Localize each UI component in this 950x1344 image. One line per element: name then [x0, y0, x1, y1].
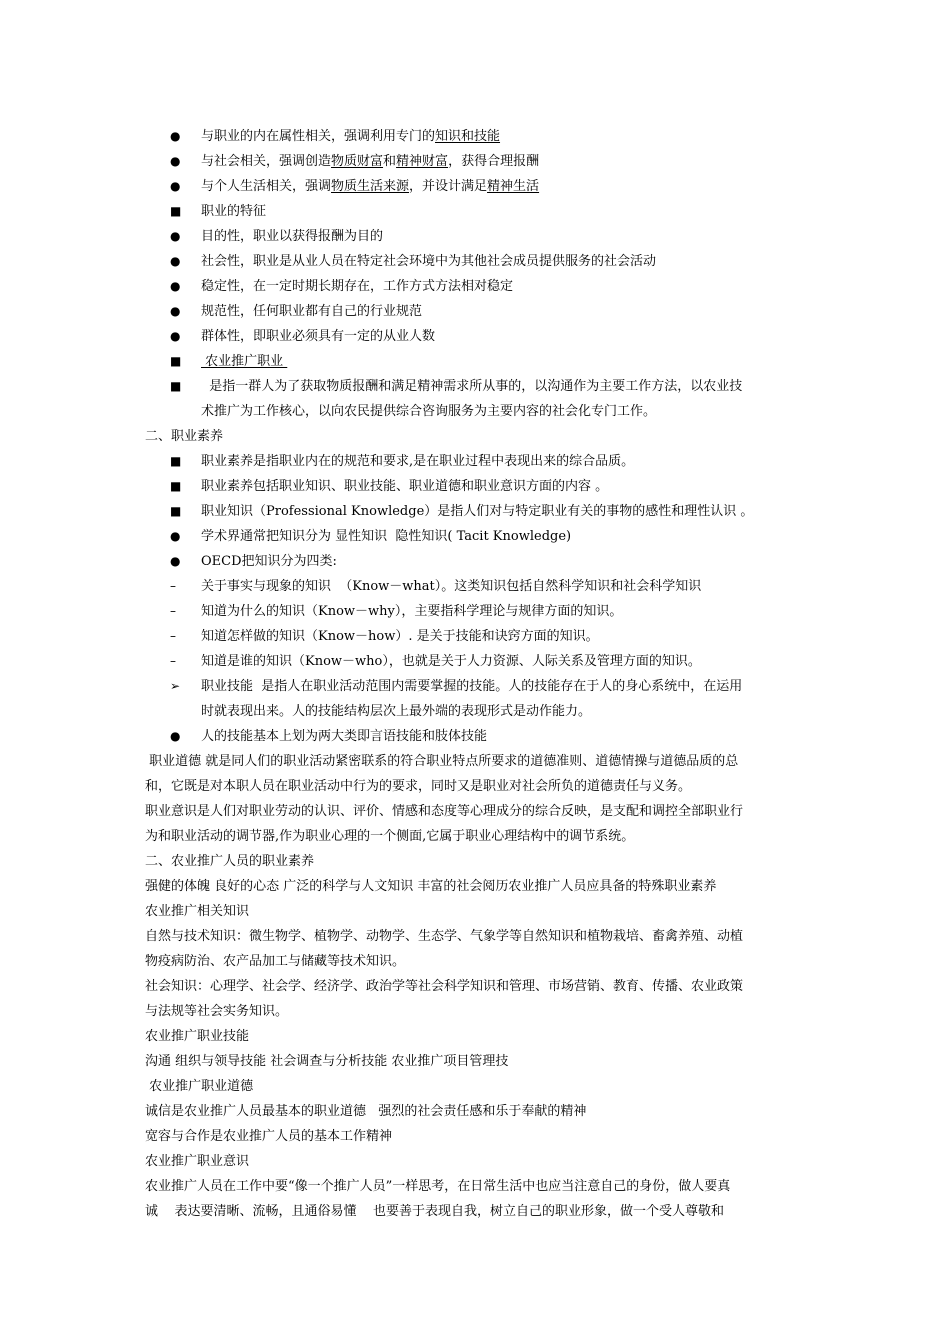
- paragraph-line: 职业道德 就是同人们的职业活动紧密联系的符合职业特点所要求的道德准则、道德情操与道德品质的总: [145, 754, 739, 769]
- paragraph-line: 诚 表达要清晰、流畅，且通俗易懂 也要善于表现自我，树立自己的职业形象，做一个受人尊敬和: [145, 1204, 725, 1219]
- bullet-dash-icon: –: [170, 604, 176, 618]
- bullet-dot-icon: ●: [170, 729, 181, 743]
- bullet-square-icon: ■: [170, 454, 182, 468]
- bullet-dot-icon: ●: [170, 129, 181, 143]
- bullet-dot-icon: ●: [170, 304, 181, 318]
- paragraph-line: 诚信是农业推广人员最基本的职业道德 强烈的社会责任感和乐于奉献的精神: [145, 1104, 587, 1119]
- paragraph-line: 职业意识是人们对职业劳动的认识、评价、情感和态度等心理成分的综合反映，是支配和调控全部职业行: [145, 804, 744, 819]
- bullet-dot-icon: ●: [170, 329, 181, 343]
- paragraph-line: 自然与技术知识：微生物学、植物学、动物学、生态学、气象学等自然知识和植物栽培、畜禽养殖、动植: [145, 929, 744, 944]
- paragraph-line: 与法规等社会实务知识。: [145, 1004, 289, 1019]
- bullet-dot-icon: ●: [170, 229, 181, 243]
- bullet-dot-icon: ●: [170, 279, 181, 293]
- bullet-dot-icon: ●: [170, 179, 181, 193]
- paragraph-line: 社会知识：心理学、社会学、经济学、政治学等社会科学知识和管理、市场营销、教育、传播、农业政策: [145, 979, 744, 994]
- underlined-term: 精神财富: [396, 154, 449, 169]
- paragraph-line: 农业推广职业意识: [145, 1154, 250, 1169]
- paragraph-line: 农业推广相关知识: [145, 904, 250, 919]
- underlined-term: 农业推广职业: [201, 354, 288, 369]
- bullet-dot-icon: ●: [170, 554, 181, 568]
- paragraph-line: 强健的体魄 良好的心态 广泛的科学与人文知识 丰富的社会阅历农业推广人员应具备的特殊职业素养: [145, 879, 717, 894]
- paragraph-line: 和，它既是对本职人员在职业活动中行为的要求，同时又是职业对社会所负的道德责任与义务。: [145, 779, 692, 794]
- paragraph-line: 宽容与合作是农业推广人员的基本工作精神: [145, 1129, 393, 1144]
- section-heading: 二、农业推广人员的职业素养: [145, 854, 315, 869]
- paragraph-line: 为和职业活动的调节器,作为职业心理的一个侧面,它属于职业心理结构中的调节系统。: [145, 829, 635, 844]
- document-page: ● 与职业的内在属性相关，强调利用专门的知识和技能 ● 与社会相关，强调创造物质财富和精神财富，获得合理报酬 ● 与个人生活相关，强调物质生活来源，并设计满足精神生活 ■ 职业的特征 ● 目的性，职业以获得报酬为目的 ● 社会性，职业是从业人员在特定社会环境中为其他社会成员提供服务的社会活动 ● 稳定性，在一定时期长期存在，工作方式方法相对稳定 ● 规范性，任何职业都有自己的行业规范 ● 群体性，即职业必须具有一定的从业人数 ■ 农业推广职业 ■ 是指一群人为了获取物质报酬和满足精神需求所从事的，以沟通作为主要工作方法，以农业技 术推广为工作核心，以向农民提供综合咨询服务为主要内容的社会化专门工作。 二、职业素养 ■ 职业素养是指职业内在的规范和要求,是在职业过程中表现出来的综合品质。 ■ 职业素养包括职业知识、职业技能、职业道德和职业意识方面的内容 。 ■ 职业知识（Professional Knowledge）是指人们对与特定职业有关的事物的感性和理性认识 。 ● 学术界通常把知识分为 显性知识 隐性知识( Tacit Knowledge) ● OECD把知识分为四类: – 关于事实与现象的知识 （Know－what）。这类知识包括自然科学知识和社会科学知识 – 知道为什么的知识（Know－why），主要指科学理论与规律方面的知识。 – 知道怎样做的知识（Know－how）. 是关于技能和诀窍方面的知识。 – 知道是谁的知识（Know－who），也就是关于人力资源、人际关系及管理方面的知识。 ➢ 职业技能 是指人在职业活动范围内需要掌握的技能。人的技能存在于人的身心系统中，在运用 时就表现出来。人的技能结构层次上最外端的表现形式是动作能力。 ● 人的技能基本上划为两大类即言语技能和肢体技能 职业道德 就是同人们的职业活动紧密联系的符合职业特点所要求的道德准则、道德情操与道德品质的总 和，它既是对本职人员在职业活动中行为的要求，同时又是职业对社会所负的道德责任与义务。 职业意识是人们对职业劳动的认识、评价、情感和态度等心理成分的综合反映，是支配和调控全部职业行 为和职业活动的调节器,作为职业心理的一个侧面,它属于职业心理结构中的调节系统。 二、农业推广人员的职业素养 强健的体魄 良好的心态 广泛的科学与人文知识 丰富的社会阅历农业推广人员应具备的特殊职业素养 农业推广相关知识 自然与技术知识：微生物学、植物学、动物学、生态学、气象学等自然知识和植物栽培、畜禽养殖、动植 物疫病防治、农产品加工与储藏等技术知识。 社会知识：心理学、社会学、经济学、政治学等社会科学知识和管理、市场营销、教育、传播、农业政策 与法规等社会实务知识。 农业推广职业技能 沟通 组织与领导技能 社会调查与分析技能 农业推广项目管理技 农业推广职业道德 诚信是农业推广人员最基本的职业道德 强烈的社会责任感和乐于奉献的精神 宽容与合作是农业推广人员的基本工作精神 农业推广职业意识 农业推广人员在工作中要“像一个推广人员”一样思考，在日常生活中也应当注意自己的身份，做人要真 诚 表达要清晰、流畅，且通俗易懂 也要善于表现自我，树立自己的职业形象，做一个受人尊敬和: [0, 0, 950, 1344]
- bullet-arrow-icon: ➢: [170, 679, 181, 693]
- bullet-square-icon: ■: [170, 354, 182, 368]
- paragraph-line: 农业推广人员在工作中要“像一个推广人员”一样思考，在日常生活中也应当注意自己的身份，做人要真: [145, 1179, 731, 1194]
- paragraph-line: 农业推广职业技能: [145, 1029, 250, 1044]
- bullet-dot-icon: ●: [170, 529, 181, 543]
- bullet-dash-icon: –: [170, 654, 176, 668]
- paragraph-line: 农业推广职业道德: [145, 1079, 254, 1094]
- bullet-square-icon: ■: [170, 204, 182, 218]
- bullet-square-icon: ■: [170, 479, 182, 493]
- paragraph-line: 沟通 组织与领导技能 社会调查与分析技能 农业推广项目管理技: [145, 1054, 509, 1069]
- bullet-square-icon: ■: [170, 379, 182, 393]
- bullet-dash-icon: –: [170, 629, 176, 643]
- paragraph-line: 物疫病防治、农产品加工与储藏等技术知识。: [145, 954, 406, 969]
- bullet-dash-icon: –: [170, 579, 176, 593]
- underlined-term: 物质生活来源: [331, 179, 410, 194]
- underlined-term: 物质财富: [331, 154, 384, 169]
- section-heading: 二、职业素养: [145, 429, 224, 444]
- underlined-term: 知识和技能: [435, 129, 501, 144]
- underlined-term: 精神生活: [487, 179, 540, 194]
- bullet-dot-icon: ●: [170, 254, 181, 268]
- bullet-square-icon: ■: [170, 504, 182, 518]
- bullet-dot-icon: ●: [170, 154, 181, 168]
